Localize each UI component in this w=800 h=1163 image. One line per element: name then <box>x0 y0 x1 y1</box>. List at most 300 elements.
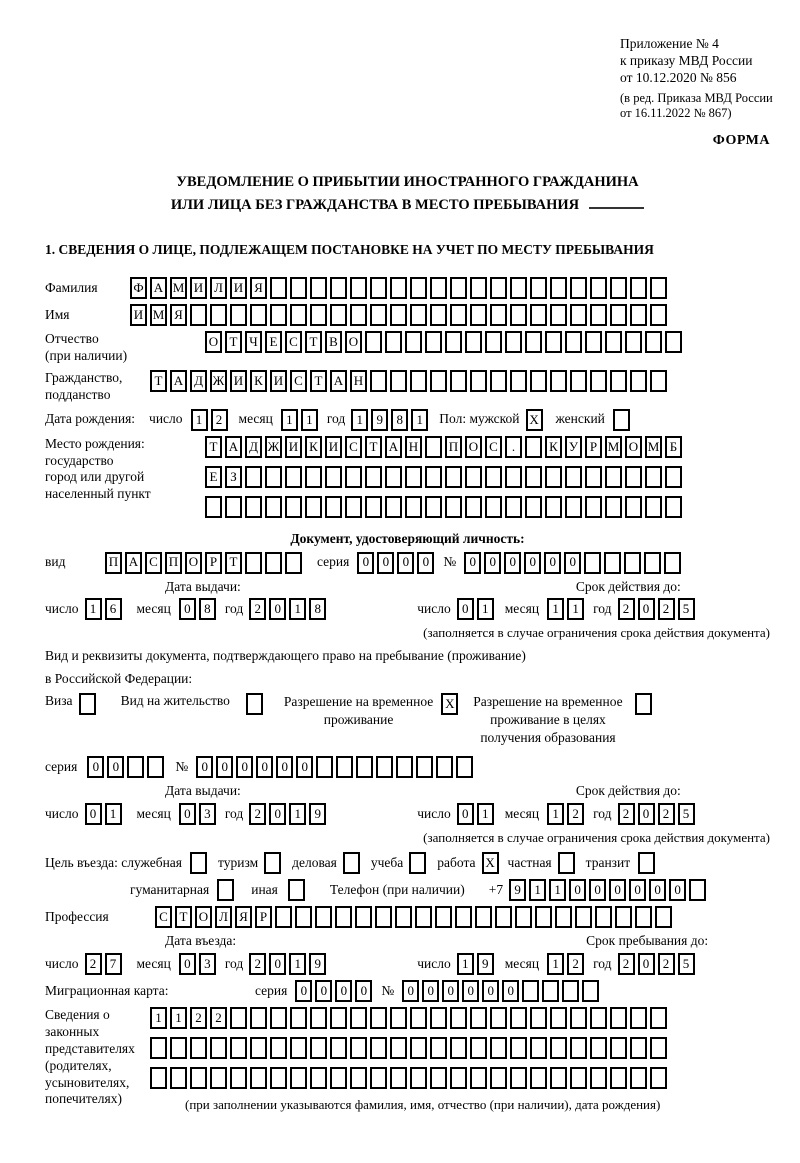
char-cell[interactable] <box>365 496 382 518</box>
char-cell[interactable] <box>630 304 647 326</box>
char-cell[interactable]: И <box>230 370 247 392</box>
char-cell[interactable] <box>650 1067 667 1089</box>
char-cell[interactable]: 2 <box>618 598 635 620</box>
char-cell[interactable] <box>350 1007 367 1029</box>
char-cell[interactable]: К <box>545 436 562 458</box>
char-cell[interactable]: 8 <box>391 409 408 431</box>
char-cell[interactable] <box>250 1007 267 1029</box>
char-cell[interactable] <box>270 1007 287 1029</box>
char-cell[interactable]: 1 <box>547 953 564 975</box>
char-cell[interactable] <box>190 1067 207 1089</box>
char-cell[interactable]: 0 <box>276 756 293 778</box>
char-cell[interactable] <box>295 906 312 928</box>
char-cell[interactable] <box>365 466 382 488</box>
char-cell[interactable]: 0 <box>87 756 104 778</box>
char-cell[interactable]: 1 <box>289 953 306 975</box>
char-cell[interactable]: 0 <box>504 552 521 574</box>
char-cell[interactable]: 0 <box>442 980 459 1002</box>
char-cell[interactable] <box>550 1037 567 1059</box>
char-cell[interactable] <box>645 496 662 518</box>
char-cell[interactable] <box>530 1037 547 1059</box>
char-cell[interactable]: 9 <box>477 953 494 975</box>
char-cell[interactable] <box>345 466 362 488</box>
char-cell[interactable]: 1 <box>477 803 494 825</box>
char-cell[interactable] <box>310 304 327 326</box>
char-cell[interactable]: 2 <box>190 1007 207 1029</box>
char-cell[interactable] <box>390 1007 407 1029</box>
char-cell[interactable]: 0 <box>256 756 273 778</box>
char-cell[interactable] <box>250 304 267 326</box>
char-cell[interactable]: 0 <box>502 980 519 1002</box>
char-cell[interactable]: 1 <box>301 409 318 431</box>
char-cell[interactable] <box>430 304 447 326</box>
char-cell[interactable] <box>584 552 601 574</box>
char-cell[interactable] <box>570 277 587 299</box>
char-cell[interactable]: П <box>445 436 462 458</box>
char-cell[interactable]: Р <box>255 906 272 928</box>
char-cell[interactable] <box>605 466 622 488</box>
char-cell[interactable]: 1 <box>477 598 494 620</box>
char-cell[interactable] <box>490 1007 507 1029</box>
char-cell[interactable] <box>490 1037 507 1059</box>
char-cell[interactable] <box>410 277 427 299</box>
char-cell[interactable] <box>270 1067 287 1089</box>
char-cell[interactable] <box>545 466 562 488</box>
char-cell[interactable] <box>350 1067 367 1089</box>
char-cell[interactable]: А <box>385 436 402 458</box>
char-cell[interactable] <box>425 496 442 518</box>
char-cell[interactable]: С <box>145 552 162 574</box>
char-cell[interactable] <box>265 552 282 574</box>
char-cell[interactable] <box>625 496 642 518</box>
char-cell[interactable]: 0 <box>107 756 124 778</box>
char-cell[interactable] <box>470 1037 487 1059</box>
char-cell[interactable] <box>470 1007 487 1029</box>
char-cell[interactable] <box>150 1037 167 1059</box>
char-cell[interactable] <box>325 496 342 518</box>
char-cell[interactable]: 1 <box>170 1007 187 1029</box>
char-cell[interactable] <box>570 1067 587 1089</box>
char-cell[interactable] <box>610 304 627 326</box>
char-cell[interactable] <box>562 980 579 1002</box>
char-cell[interactable] <box>246 693 263 715</box>
char-cell[interactable] <box>490 277 507 299</box>
char-cell[interactable] <box>590 370 607 392</box>
char-cell[interactable]: X <box>482 852 499 874</box>
char-cell[interactable] <box>490 1067 507 1089</box>
char-cell[interactable]: З <box>225 466 242 488</box>
char-cell[interactable]: Я <box>250 277 267 299</box>
char-cell[interactable] <box>310 277 327 299</box>
char-cell[interactable] <box>410 304 427 326</box>
char-cell[interactable] <box>630 1007 647 1029</box>
char-cell[interactable] <box>390 277 407 299</box>
char-cell[interactable] <box>610 1007 627 1029</box>
char-cell[interactable]: X <box>526 409 543 431</box>
char-cell[interactable] <box>590 277 607 299</box>
char-cell[interactable] <box>265 466 282 488</box>
char-cell[interactable]: Н <box>405 436 422 458</box>
char-cell[interactable] <box>615 906 632 928</box>
char-cell[interactable] <box>664 552 681 574</box>
char-cell[interactable] <box>630 277 647 299</box>
char-cell[interactable] <box>79 693 96 715</box>
char-cell[interactable]: 0 <box>236 756 253 778</box>
char-cell[interactable] <box>485 466 502 488</box>
char-cell[interactable] <box>525 436 542 458</box>
char-cell[interactable] <box>665 331 682 353</box>
char-cell[interactable] <box>630 1067 647 1089</box>
char-cell[interactable]: 2 <box>249 953 266 975</box>
char-cell[interactable] <box>450 370 467 392</box>
char-cell[interactable] <box>370 1007 387 1029</box>
char-cell[interactable] <box>305 496 322 518</box>
char-cell[interactable] <box>650 1007 667 1029</box>
char-cell[interactable] <box>330 1037 347 1059</box>
char-cell[interactable]: 5 <box>678 598 695 620</box>
char-cell[interactable] <box>430 1067 447 1089</box>
char-cell[interactable]: Т <box>365 436 382 458</box>
char-cell[interactable] <box>325 466 342 488</box>
char-cell[interactable] <box>485 496 502 518</box>
char-cell[interactable]: 9 <box>371 409 388 431</box>
char-cell[interactable] <box>416 756 433 778</box>
char-cell[interactable]: 8 <box>309 598 326 620</box>
char-cell[interactable]: 2 <box>249 803 266 825</box>
char-cell[interactable]: 0 <box>638 598 655 620</box>
char-cell[interactable]: 0 <box>569 879 586 901</box>
char-cell[interactable] <box>689 879 706 901</box>
char-cell[interactable]: А <box>225 436 242 458</box>
char-cell[interactable]: 9 <box>309 953 326 975</box>
char-cell[interactable]: А <box>125 552 142 574</box>
char-cell[interactable] <box>635 693 652 715</box>
char-cell[interactable]: Т <box>310 370 327 392</box>
char-cell[interactable]: П <box>105 552 122 574</box>
char-cell[interactable]: О <box>625 436 642 458</box>
char-cell[interactable]: 0 <box>269 598 286 620</box>
char-cell[interactable]: С <box>290 370 307 392</box>
char-cell[interactable] <box>345 496 362 518</box>
char-cell[interactable] <box>590 1037 607 1059</box>
char-cell[interactable] <box>150 1067 167 1089</box>
char-cell[interactable]: 0 <box>269 803 286 825</box>
char-cell[interactable]: К <box>250 370 267 392</box>
char-cell[interactable] <box>465 466 482 488</box>
char-cell[interactable]: 1 <box>85 598 102 620</box>
char-cell[interactable]: 0 <box>269 953 286 975</box>
char-cell[interactable] <box>210 1037 227 1059</box>
char-cell[interactable] <box>585 331 602 353</box>
char-cell[interactable] <box>305 466 322 488</box>
char-cell[interactable]: 1 <box>547 598 564 620</box>
char-cell[interactable] <box>530 1007 547 1029</box>
char-cell[interactable]: Ф <box>130 277 147 299</box>
char-cell[interactable]: 0 <box>609 879 626 901</box>
char-cell[interactable]: 0 <box>564 552 581 574</box>
char-cell[interactable] <box>365 331 382 353</box>
char-cell[interactable] <box>485 331 502 353</box>
char-cell[interactable]: 9 <box>509 879 526 901</box>
char-cell[interactable] <box>430 370 447 392</box>
char-cell[interactable] <box>510 304 527 326</box>
char-cell[interactable]: О <box>185 552 202 574</box>
char-cell[interactable] <box>604 552 621 574</box>
char-cell[interactable] <box>210 304 227 326</box>
char-cell[interactable] <box>390 304 407 326</box>
char-cell[interactable]: 0 <box>457 803 474 825</box>
char-cell[interactable]: М <box>605 436 622 458</box>
char-cell[interactable] <box>610 1067 627 1089</box>
char-cell[interactable] <box>465 496 482 518</box>
char-cell[interactable] <box>558 852 575 874</box>
char-cell[interactable]: Н <box>350 370 367 392</box>
char-cell[interactable] <box>288 879 305 901</box>
char-cell[interactable] <box>310 1067 327 1089</box>
char-cell[interactable] <box>630 370 647 392</box>
char-cell[interactable]: 1 <box>105 803 122 825</box>
char-cell[interactable] <box>595 906 612 928</box>
char-cell[interactable] <box>565 331 582 353</box>
char-cell[interactable] <box>405 331 422 353</box>
char-cell[interactable] <box>555 906 572 928</box>
char-cell[interactable] <box>542 980 559 1002</box>
char-cell[interactable] <box>190 852 207 874</box>
char-cell[interactable] <box>605 331 622 353</box>
char-cell[interactable] <box>285 496 302 518</box>
char-cell[interactable]: 2 <box>211 409 228 431</box>
char-cell[interactable] <box>127 756 144 778</box>
char-cell[interactable] <box>430 277 447 299</box>
char-cell[interactable] <box>435 906 452 928</box>
char-cell[interactable]: Д <box>245 436 262 458</box>
char-cell[interactable] <box>582 980 599 1002</box>
char-cell[interactable]: И <box>270 370 287 392</box>
char-cell[interactable] <box>245 466 262 488</box>
char-cell[interactable]: С <box>485 436 502 458</box>
char-cell[interactable] <box>395 906 412 928</box>
char-cell[interactable] <box>375 906 392 928</box>
char-cell[interactable]: 0 <box>355 980 372 1002</box>
char-cell[interactable] <box>250 1067 267 1089</box>
char-cell[interactable]: 0 <box>417 552 434 574</box>
char-cell[interactable] <box>275 906 292 928</box>
char-cell[interactable] <box>190 304 207 326</box>
char-cell[interactable]: 2 <box>658 598 675 620</box>
char-cell[interactable] <box>655 906 672 928</box>
char-cell[interactable] <box>230 1037 247 1059</box>
char-cell[interactable] <box>445 466 462 488</box>
char-cell[interactable]: М <box>645 436 662 458</box>
char-cell[interactable] <box>550 1007 567 1029</box>
char-cell[interactable] <box>343 852 360 874</box>
char-cell[interactable] <box>530 370 547 392</box>
char-cell[interactable]: 0 <box>629 879 646 901</box>
char-cell[interactable]: 0 <box>179 953 196 975</box>
char-cell[interactable] <box>270 277 287 299</box>
char-cell[interactable]: С <box>285 331 302 353</box>
char-cell[interactable]: Ч <box>245 331 262 353</box>
char-cell[interactable] <box>355 906 372 928</box>
char-cell[interactable]: Л <box>210 277 227 299</box>
char-cell[interactable] <box>545 331 562 353</box>
char-cell[interactable] <box>445 331 462 353</box>
char-cell[interactable] <box>316 756 333 778</box>
char-cell[interactable] <box>610 277 627 299</box>
char-cell[interactable] <box>425 466 442 488</box>
char-cell[interactable]: 0 <box>397 552 414 574</box>
char-cell[interactable]: 0 <box>638 803 655 825</box>
char-cell[interactable]: Р <box>585 436 602 458</box>
char-cell[interactable] <box>613 409 630 431</box>
char-cell[interactable] <box>650 1037 667 1059</box>
char-cell[interactable]: 1 <box>351 409 368 431</box>
char-cell[interactable] <box>522 980 539 1002</box>
char-cell[interactable]: 0 <box>462 980 479 1002</box>
char-cell[interactable]: 5 <box>678 953 695 975</box>
char-cell[interactable] <box>490 304 507 326</box>
char-cell[interactable] <box>336 756 353 778</box>
char-cell[interactable]: Т <box>205 436 222 458</box>
char-cell[interactable]: 1 <box>457 953 474 975</box>
char-cell[interactable]: Т <box>225 331 242 353</box>
char-cell[interactable] <box>230 1067 247 1089</box>
char-cell[interactable] <box>170 1037 187 1059</box>
char-cell[interactable]: 3 <box>199 953 216 975</box>
char-cell[interactable]: Л <box>215 906 232 928</box>
char-cell[interactable] <box>550 370 567 392</box>
char-cell[interactable] <box>565 496 582 518</box>
char-cell[interactable]: Я <box>235 906 252 928</box>
char-cell[interactable]: 0 <box>85 803 102 825</box>
char-cell[interactable]: Я <box>170 304 187 326</box>
char-cell[interactable] <box>570 1037 587 1059</box>
char-cell[interactable] <box>570 304 587 326</box>
char-cell[interactable] <box>590 1067 607 1089</box>
char-cell[interactable] <box>315 906 332 928</box>
char-cell[interactable]: 0 <box>524 552 541 574</box>
char-cell[interactable] <box>390 1037 407 1059</box>
char-cell[interactable] <box>470 277 487 299</box>
char-cell[interactable] <box>290 1037 307 1059</box>
char-cell[interactable]: 1 <box>289 598 306 620</box>
char-cell[interactable]: 0 <box>216 756 233 778</box>
char-cell[interactable] <box>385 496 402 518</box>
char-cell[interactable]: 2 <box>618 953 635 975</box>
char-cell[interactable]: 0 <box>638 953 655 975</box>
char-cell[interactable] <box>270 1037 287 1059</box>
char-cell[interactable] <box>245 496 262 518</box>
char-cell[interactable] <box>490 370 507 392</box>
char-cell[interactable] <box>250 1037 267 1059</box>
char-cell[interactable] <box>436 756 453 778</box>
char-cell[interactable] <box>635 906 652 928</box>
char-cell[interactable] <box>410 1007 427 1029</box>
char-cell[interactable] <box>330 1067 347 1089</box>
char-cell[interactable] <box>625 331 642 353</box>
char-cell[interactable] <box>585 466 602 488</box>
char-cell[interactable] <box>410 370 427 392</box>
char-cell[interactable] <box>550 1067 567 1089</box>
char-cell[interactable] <box>505 331 522 353</box>
char-cell[interactable] <box>470 304 487 326</box>
char-cell[interactable] <box>230 1007 247 1029</box>
char-cell[interactable]: 1 <box>411 409 428 431</box>
char-cell[interactable]: 9 <box>309 803 326 825</box>
char-cell[interactable]: 6 <box>105 598 122 620</box>
char-cell[interactable]: 0 <box>544 552 561 574</box>
char-cell[interactable] <box>470 370 487 392</box>
char-cell[interactable] <box>510 1067 527 1089</box>
char-cell[interactable]: А <box>330 370 347 392</box>
char-cell[interactable]: 0 <box>402 980 419 1002</box>
char-cell[interactable]: 2 <box>618 803 635 825</box>
char-cell[interactable]: Е <box>205 466 222 488</box>
char-cell[interactable] <box>350 277 367 299</box>
char-cell[interactable] <box>575 906 592 928</box>
char-cell[interactable]: Т <box>150 370 167 392</box>
char-cell[interactable]: 2 <box>567 803 584 825</box>
char-cell[interactable] <box>510 1037 527 1059</box>
char-cell[interactable]: Ж <box>265 436 282 458</box>
char-cell[interactable]: 0 <box>669 879 686 901</box>
char-cell[interactable]: 0 <box>649 879 666 901</box>
char-cell[interactable]: 0 <box>589 879 606 901</box>
char-cell[interactable]: 1 <box>150 1007 167 1029</box>
char-cell[interactable] <box>264 852 281 874</box>
char-cell[interactable] <box>270 304 287 326</box>
char-cell[interactable] <box>335 906 352 928</box>
char-cell[interactable]: 0 <box>196 756 213 778</box>
char-cell[interactable] <box>495 906 512 928</box>
char-cell[interactable] <box>356 756 373 778</box>
char-cell[interactable]: Б <box>665 436 682 458</box>
char-cell[interactable] <box>170 1067 187 1089</box>
char-cell[interactable] <box>290 1067 307 1089</box>
char-cell[interactable]: У <box>565 436 582 458</box>
char-cell[interactable] <box>405 466 422 488</box>
char-cell[interactable] <box>530 277 547 299</box>
char-cell[interactable] <box>405 496 422 518</box>
char-cell[interactable]: 5 <box>678 803 695 825</box>
char-cell[interactable]: 7 <box>105 953 122 975</box>
char-cell[interactable]: Ж <box>210 370 227 392</box>
char-cell[interactable] <box>385 331 402 353</box>
char-cell[interactable]: И <box>285 436 302 458</box>
char-cell[interactable]: С <box>155 906 172 928</box>
char-cell[interactable] <box>525 466 542 488</box>
char-cell[interactable] <box>190 1037 207 1059</box>
char-cell[interactable] <box>385 466 402 488</box>
char-cell[interactable]: 1 <box>549 879 566 901</box>
char-cell[interactable] <box>515 906 532 928</box>
char-cell[interactable] <box>330 1007 347 1029</box>
char-cell[interactable] <box>650 277 667 299</box>
char-cell[interactable] <box>638 852 655 874</box>
char-cell[interactable]: 0 <box>422 980 439 1002</box>
char-cell[interactable] <box>390 1067 407 1089</box>
char-cell[interactable] <box>225 496 242 518</box>
char-cell[interactable]: М <box>150 304 167 326</box>
char-cell[interactable] <box>644 552 661 574</box>
char-cell[interactable]: 0 <box>482 980 499 1002</box>
char-cell[interactable]: 1 <box>547 803 564 825</box>
char-cell[interactable]: 0 <box>377 552 394 574</box>
char-cell[interactable] <box>210 1067 227 1089</box>
char-cell[interactable] <box>205 496 222 518</box>
char-cell[interactable] <box>650 370 667 392</box>
char-cell[interactable]: 3 <box>199 803 216 825</box>
